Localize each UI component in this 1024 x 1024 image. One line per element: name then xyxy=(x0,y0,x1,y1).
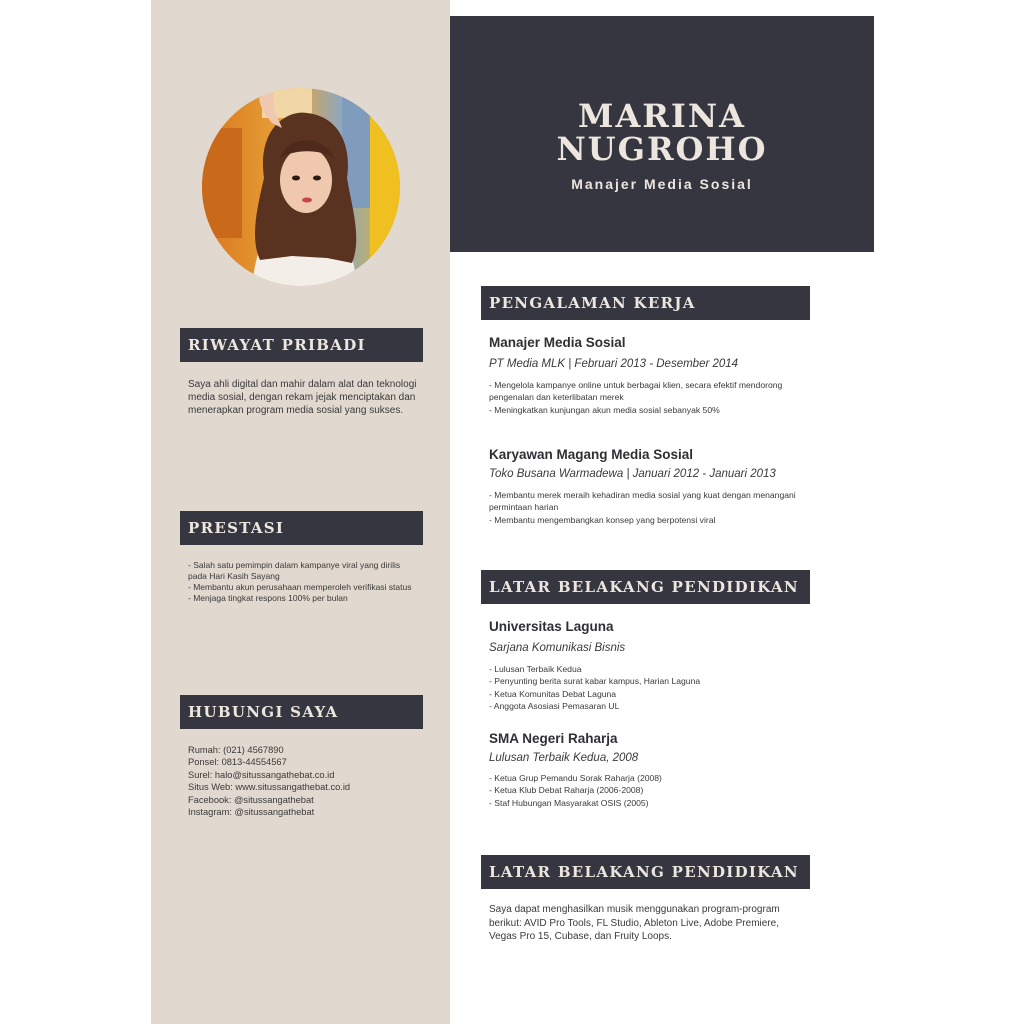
contact-mobile: Ponsel: 0813-44554567 xyxy=(188,757,287,768)
profile-photo xyxy=(202,88,400,286)
list-item: - Membantu mengembangkan konsep yang berpotensi viral xyxy=(489,514,716,525)
education-heading: LATAR BELAKANG PENDIDIKAN xyxy=(481,570,810,604)
list-item: - Meningkatkan kunjungan akun media sosial sebanyak 50% xyxy=(489,404,720,415)
list-item: - Anggota Asosiasi Pemasaran UL xyxy=(489,700,620,711)
list-item: - Mengelola kampanye online untuk berbagai klien, secara efektif mendorong pengenalan dan keterlibatan merek xyxy=(489,380,783,403)
last-name: NUGROHO xyxy=(556,130,768,168)
list-item: - Membantu merek meraih kehadiran media sosial yang kuat dengan menangani permintaan harian xyxy=(489,490,796,513)
school-degree: Sarjana Komunikasi Bisnis xyxy=(489,642,626,654)
school-name: Universitas Laguna xyxy=(489,619,614,634)
achievements-list xyxy=(188,560,420,604)
contact-instagram: Instagram: @situssangathebat xyxy=(188,807,315,818)
school-degree: Lulusan Terbaik Kedua, 2008 xyxy=(489,752,639,764)
school-bullets xyxy=(489,772,809,809)
list-item: - Staf Hubungan Masyarakat OSIS (2005) xyxy=(489,797,649,808)
achievement-item: - Salah satu pemimpin dalam kampanye viral yang dirilis pada Hari Kasih Sayang xyxy=(188,560,401,581)
school-name: SMA Negeri Raharja xyxy=(489,731,618,746)
job-company: PT Media MLK | Februari 2013 - Desember 2014 xyxy=(489,358,739,370)
list-item: - Ketua Klub Debat Raharja (2006-2008) xyxy=(489,785,644,796)
skills-text: Saya dapat menghasilkan musik menggunakan program-program berikut: AVID Pro Tools, FL Studio, Ableton Live, Adobe Premiere, Vegas Pro 15, Cubase, dan Fruity Loops. xyxy=(489,904,780,942)
job-bullets xyxy=(489,489,809,526)
school-bullets xyxy=(489,663,809,712)
header-banner xyxy=(450,16,874,252)
contact-list xyxy=(188,744,420,818)
list-item: - Penyunting berita surat kabar kampus, Harian Laguna xyxy=(489,676,701,687)
contact-home: Rumah: (021) 4567890 xyxy=(188,745,284,755)
job-title: Manajer Media Sosial xyxy=(489,335,626,350)
about-heading: RIWAYAT PRIBADI xyxy=(180,328,423,362)
person-name xyxy=(450,97,874,168)
contact-email: Surel: halo@situssangathebat.co.id xyxy=(188,769,335,780)
first-name: MARINA xyxy=(578,97,746,135)
list-item: - Ketua Grup Pemandu Sorak Raharja (2008) xyxy=(489,773,662,783)
job-bullets xyxy=(489,379,809,416)
experience-heading: PENGALAMAN KERJA xyxy=(481,286,810,320)
list-item: - Lulusan Terbaik Kedua xyxy=(489,664,582,674)
skills-heading: LATAR BELAKANG PENDIDIKAN xyxy=(481,855,810,889)
job-title-subtitle: Manajer Media Sosial xyxy=(571,176,753,192)
achievements-heading: PRESTASI xyxy=(180,511,423,545)
contact-heading: HUBUNGI SAYA xyxy=(180,695,423,729)
job-title: Karyawan Magang Media Sosial xyxy=(489,447,694,462)
job-company: Toko Busana Warmadewa | Januari 2012 - Januari 2013 xyxy=(489,468,776,480)
list-item: - Ketua Komunitas Debat Laguna xyxy=(489,688,617,699)
achievement-item: - Menjaga tingkat respons 100% per bulan xyxy=(188,593,348,603)
about-text: Saya ahli digital dan mahir dalam alat dan teknologi media sosial, dengan rekam jejak menciptakan dan menerapkan program media sosial yang sukses. xyxy=(188,379,417,416)
contact-website: Situs Web: www.situssangathebat.co.id xyxy=(188,782,351,793)
achievement-item: - Membantu akun perusahaan memperoleh verifikasi status xyxy=(188,582,412,592)
contact-facebook: Facebook: @situssangathebat xyxy=(188,794,314,805)
